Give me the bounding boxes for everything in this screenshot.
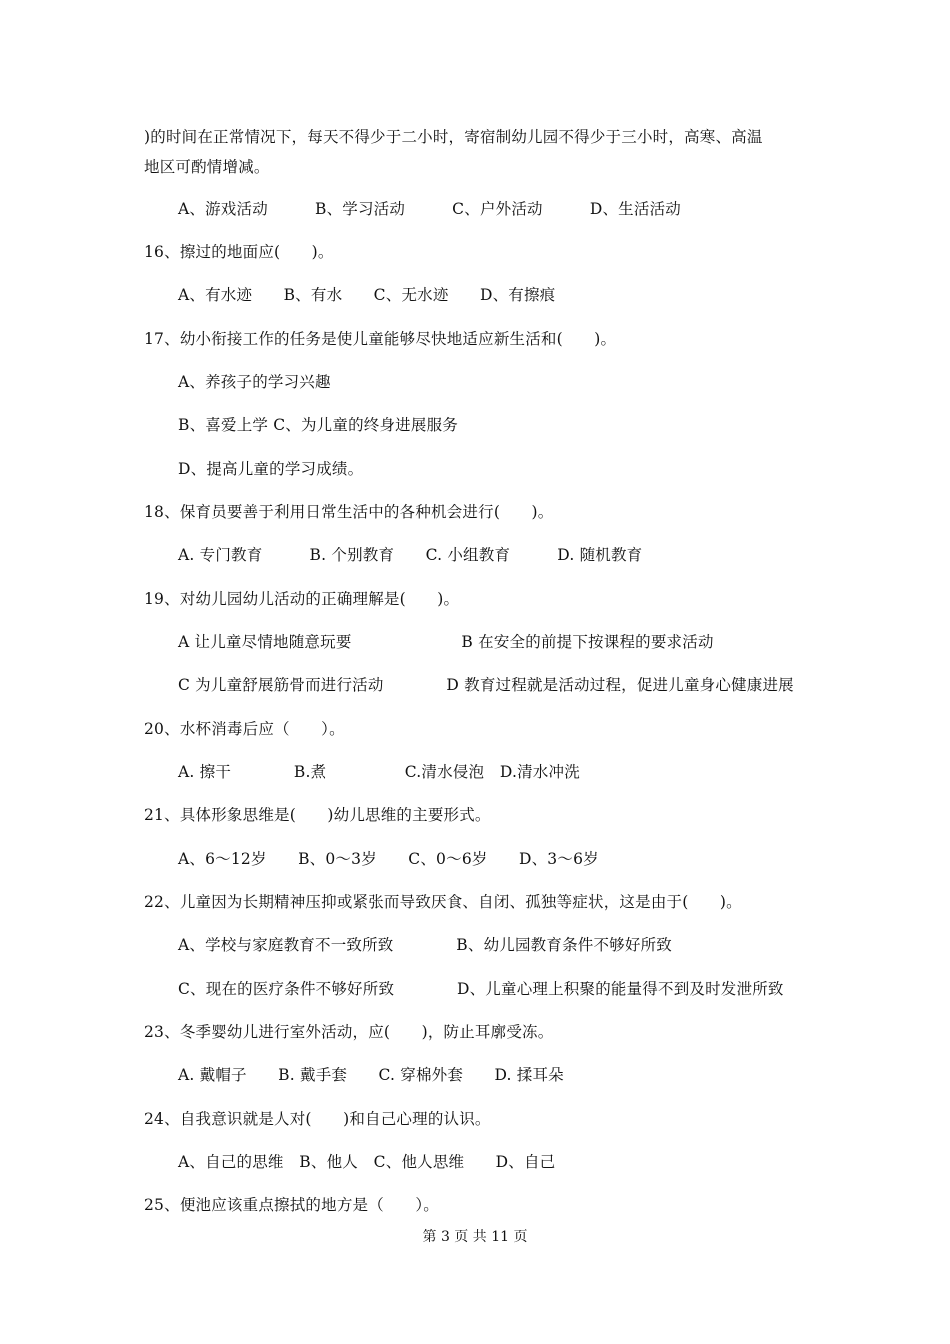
question-19: 19、对幼儿园幼儿活动的正确理解是( )。 [144,590,460,608]
question-23-options: A. 戴帽子 B. 戴手套 C. 穿棉外套 D. 揉耳朵 [178,1066,564,1084]
question-17-option-a: A、养孩子的学习兴趣 [178,373,331,391]
question-18: 18、保育员要善于利用日常生活中的各种机会进行( )。 [144,503,554,521]
question-20: 20、水杯消毒后应（ ）。 [144,720,345,738]
question-20-options: A. 擦干 B.煮 C.清水侵泡 D.清水冲洗 [178,763,580,781]
question-17-option-d: D、提高儿童的学习成绩。 [178,460,364,478]
page-number-footer: 第 3 页 共 11 页 [422,1229,528,1245]
question-19-options-cd: C 为儿童舒展筋骨而进行活动 D 教育过程就是活动过程，促进儿童身心健康进展 [178,676,794,694]
question-16: 16、擦过的地面应( )。 [144,243,334,261]
question-19-options-ab: A 让儿童尽情地随意玩要 B 在安全的前提下按课程的要求活动 [178,633,714,651]
question-22-options-cd: C、现在的医疗条件不够好所致 D、儿童心理上积聚的能量得不到及时发泄所致 [178,980,784,998]
question-24-options: A、自己的思维 B、他人 C、他人思维 D、自己 [178,1153,556,1171]
question-15-options: A、游戏活动 B、学习活动 C、户外活动 D、生活活动 [178,200,681,218]
question-22-options-ab: A、学校与家庭教育不一致所致 B、幼儿园教育条件不够好所致 [178,936,672,954]
question-18-options: A. 专门教育 B. 个别教育 C. 小组教育 D. 随机教育 [178,546,643,564]
question-15-text-end: 地区可酌情增减。 [144,158,270,176]
question-15-text-continued: )的时间在正常情况下，每天不得少于二小时，寄宿制幼儿园不得少于三小时，高寒、高温 [144,128,763,146]
question-16-options: A、有水迹 B、有水 C、无水迹 D、有擦痕 [178,286,556,304]
question-17: 17、幼小衔接工作的任务是使儿童能够尽快地适应新生活和( )。 [144,330,617,348]
question-22: 22、儿童因为长期精神压抑或紧张而导致厌食、自闭、孤独等症状，这是由于( )。 [144,893,742,911]
question-25: 25、便池应该重点擦拭的地方是（ ）。 [144,1196,439,1214]
question-21: 21、具体形象思维是( )幼儿思维的主要形式。 [144,806,491,824]
question-21-options: A、6～12岁 B、0～3岁 C、0～6岁 D、3～6岁 [178,850,599,868]
question-17-option-bc: B、喜爱上学 C、为儿童的终身进展服务 [178,416,458,434]
question-24: 24、自我意识就是人对( )和自己心理的认识。 [144,1110,491,1128]
question-23: 23、冬季婴幼儿进行室外活动，应( )，防止耳廓受冻。 [144,1023,554,1041]
